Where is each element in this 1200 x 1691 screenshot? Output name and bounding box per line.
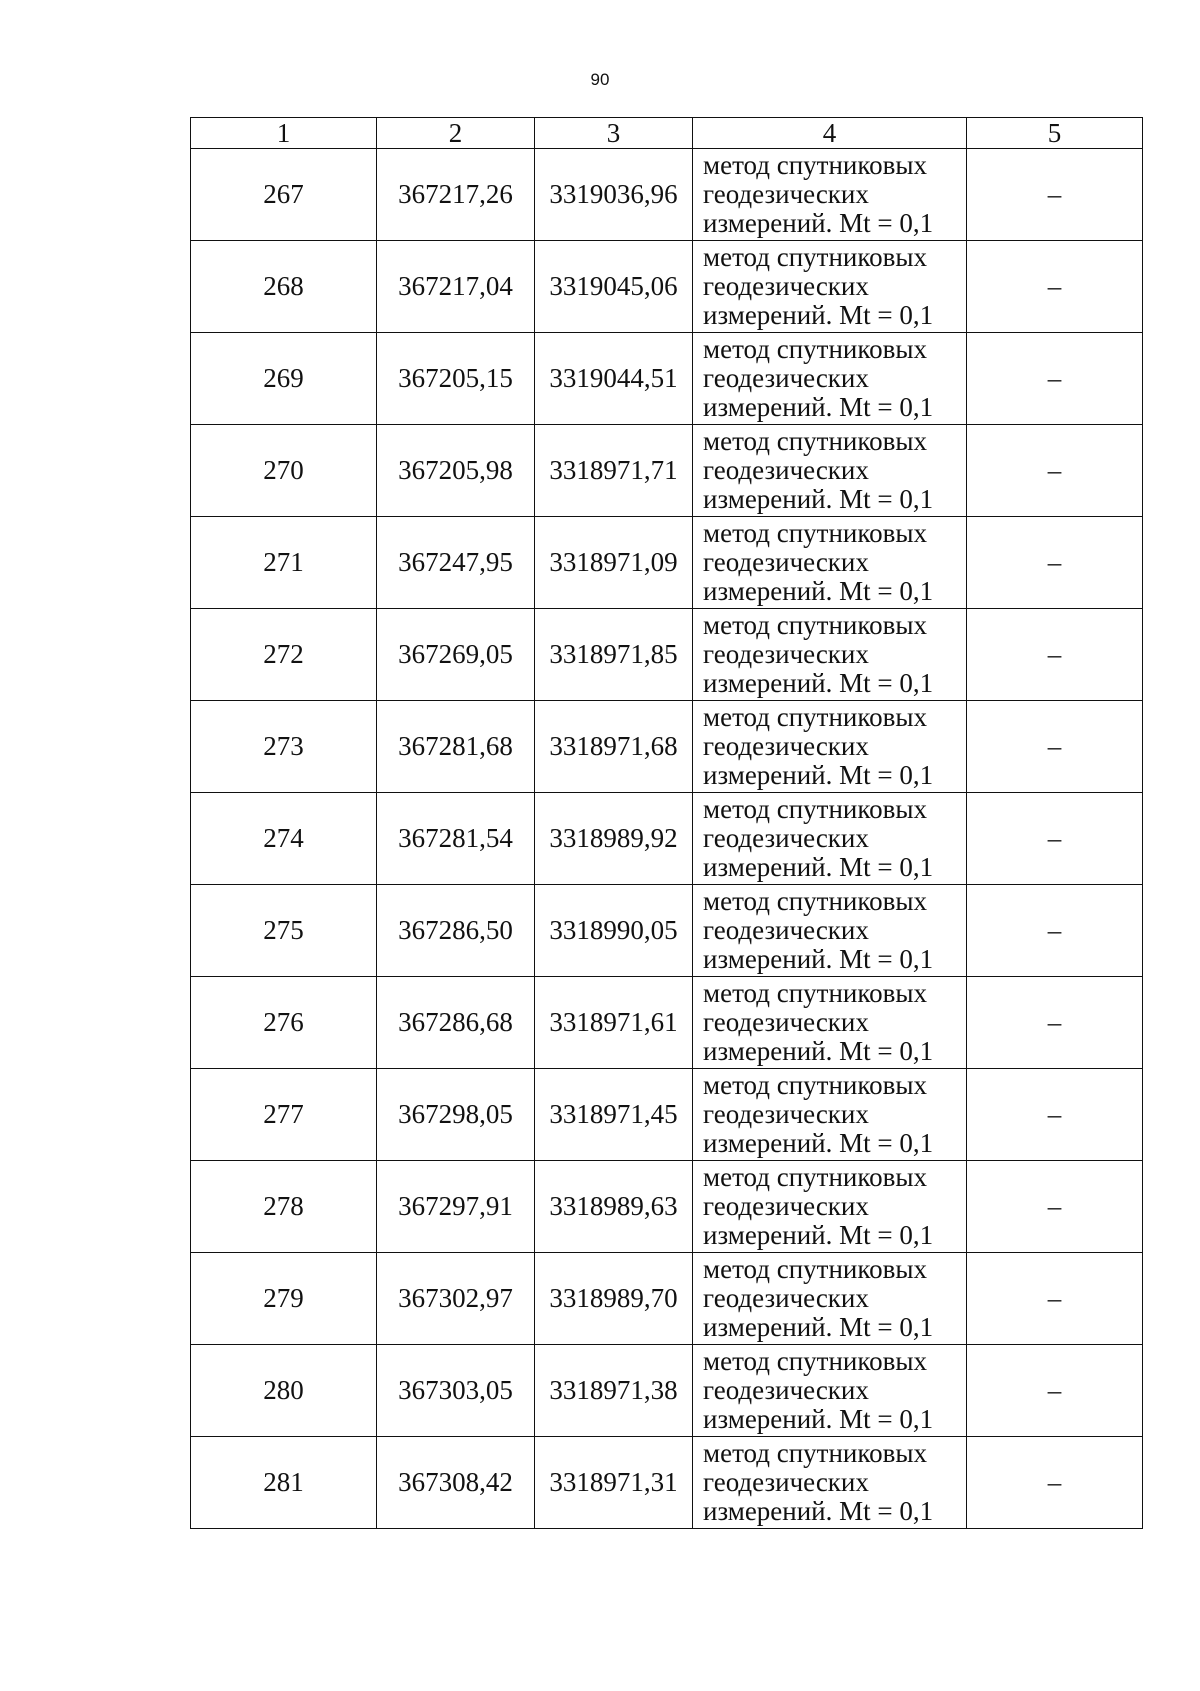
y-coordinate-cell: 3319045,06 <box>535 241 693 333</box>
method-line: геодезических <box>703 915 869 945</box>
table-row <box>191 1161 1143 1253</box>
point-number-cell: 278 <box>191 1161 377 1253</box>
description-cell: – <box>967 701 1143 793</box>
table-row <box>191 1069 1143 1161</box>
x-coordinate-cell: 367281,54 <box>377 793 535 885</box>
description-cell: – <box>967 885 1143 977</box>
description-cell: – <box>967 241 1143 333</box>
method-line: метод спутниковых <box>703 702 927 732</box>
description-cell: – <box>967 1253 1143 1345</box>
method-line: геодезических <box>703 547 869 577</box>
method-cell <box>693 1161 967 1253</box>
y-coordinate-cell: 3318971,61 <box>535 977 693 1069</box>
table-row <box>191 517 1143 609</box>
x-coordinate-cell: 367205,98 <box>377 425 535 517</box>
header-col-4: 4 <box>693 118 967 149</box>
method-line: метод спутниковых <box>703 1254 927 1284</box>
table-row <box>191 425 1143 517</box>
y-coordinate-cell: 3318971,85 <box>535 609 693 701</box>
point-number-cell: 271 <box>191 517 377 609</box>
description-cell: – <box>967 1069 1143 1161</box>
method-line: геодезических <box>703 639 869 669</box>
coordinates-table <box>190 117 1143 1529</box>
method-line: геодезических <box>703 179 869 209</box>
method-line: геодезических <box>703 1191 869 1221</box>
method-cell <box>693 241 967 333</box>
y-coordinate-cell: 3318971,68 <box>535 701 693 793</box>
table-row <box>191 609 1143 701</box>
method-line: измерений. Mt = 0,1 <box>703 760 934 790</box>
method-line: геодезических <box>703 731 869 761</box>
point-number-cell: 275 <box>191 885 377 977</box>
description-cell: – <box>967 425 1143 517</box>
method-line: геодезических <box>703 1007 869 1037</box>
method-cell <box>693 333 967 425</box>
point-number-cell: 268 <box>191 241 377 333</box>
description-cell: – <box>967 977 1143 1069</box>
x-coordinate-cell: 367297,91 <box>377 1161 535 1253</box>
method-line: метод спутниковых <box>703 426 927 456</box>
description-cell: – <box>967 793 1143 885</box>
method-line: геодезических <box>703 1283 869 1313</box>
header-col-1: 1 <box>191 118 377 149</box>
y-coordinate-cell: 3319044,51 <box>535 333 693 425</box>
method-cell <box>693 1253 967 1345</box>
table-row <box>191 149 1143 241</box>
method-line: метод спутниковых <box>703 242 927 272</box>
method-line: измерений. Mt = 0,1 <box>703 576 934 606</box>
method-line: метод спутниковых <box>703 334 927 364</box>
method-line: измерений. Mt = 0,1 <box>703 392 934 422</box>
method-line: измерений. Mt = 0,1 <box>703 1312 934 1342</box>
method-cell <box>693 885 967 977</box>
method-line: измерений. Mt = 0,1 <box>703 1404 934 1434</box>
x-coordinate-cell: 367286,68 <box>377 977 535 1069</box>
page-number: 90 <box>590 70 610 89</box>
method-line: измерений. Mt = 0,1 <box>703 208 934 238</box>
point-number-cell: 270 <box>191 425 377 517</box>
x-coordinate-cell: 367281,68 <box>377 701 535 793</box>
header-col-2: 2 <box>377 118 535 149</box>
table-row <box>191 333 1143 425</box>
table-row <box>191 977 1143 1069</box>
method-cell <box>693 425 967 517</box>
x-coordinate-cell: 367302,97 <box>377 1253 535 1345</box>
method-line: метод спутниковых <box>703 1070 927 1100</box>
table-row <box>191 793 1143 885</box>
method-cell <box>693 1437 967 1529</box>
point-number-cell: 272 <box>191 609 377 701</box>
method-line: метод спутниковых <box>703 886 927 916</box>
point-number-cell: 277 <box>191 1069 377 1161</box>
header-col-3: 3 <box>535 118 693 149</box>
y-coordinate-cell: 3318971,45 <box>535 1069 693 1161</box>
description-cell: – <box>967 609 1143 701</box>
table-row <box>191 1437 1143 1529</box>
table-row <box>191 241 1143 333</box>
x-coordinate-cell: 367269,05 <box>377 609 535 701</box>
x-coordinate-cell: 367298,05 <box>377 1069 535 1161</box>
method-line: измерений. Mt = 0,1 <box>703 1496 934 1526</box>
x-coordinate-cell: 367247,95 <box>377 517 535 609</box>
description-cell: – <box>967 517 1143 609</box>
method-line: геодезических <box>703 1467 869 1497</box>
method-cell <box>693 149 967 241</box>
method-line: метод спутниковых <box>703 978 927 1008</box>
method-line: геодезических <box>703 1375 869 1405</box>
method-line: геодезических <box>703 455 869 485</box>
x-coordinate-cell: 367303,05 <box>377 1345 535 1437</box>
method-line: измерений. Mt = 0,1 <box>703 484 934 514</box>
description-cell: – <box>967 1437 1143 1529</box>
method-cell <box>693 977 967 1069</box>
x-coordinate-cell: 367217,26 <box>377 149 535 241</box>
method-cell <box>693 517 967 609</box>
method-line: геодезических <box>703 271 869 301</box>
description-cell: – <box>967 1161 1143 1253</box>
method-line: метод спутниковых <box>703 1162 927 1192</box>
header-col-5: 5 <box>967 118 1143 149</box>
method-line: геодезических <box>703 823 869 853</box>
method-line: метод спутниковых <box>703 150 927 180</box>
description-cell: – <box>967 149 1143 241</box>
method-cell <box>693 1069 967 1161</box>
method-line: измерений. Mt = 0,1 <box>703 668 934 698</box>
description-cell: – <box>967 1345 1143 1437</box>
table-row <box>191 701 1143 793</box>
method-cell <box>693 701 967 793</box>
x-coordinate-cell: 367286,50 <box>377 885 535 977</box>
point-number-cell: 279 <box>191 1253 377 1345</box>
point-number-cell: 269 <box>191 333 377 425</box>
y-coordinate-cell: 3318989,63 <box>535 1161 693 1253</box>
table-body <box>191 118 1143 1529</box>
method-line: измерений. Mt = 0,1 <box>703 1128 934 1158</box>
method-line: измерений. Mt = 0,1 <box>703 1220 934 1250</box>
point-number-cell: 274 <box>191 793 377 885</box>
method-line: измерений. Mt = 0,1 <box>703 300 934 330</box>
method-cell <box>693 609 967 701</box>
description-cell: – <box>967 333 1143 425</box>
method-line: метод спутниковых <box>703 610 927 640</box>
method-line: измерений. Mt = 0,1 <box>703 852 934 882</box>
header-row <box>191 118 1143 149</box>
table-row <box>191 1253 1143 1345</box>
x-coordinate-cell: 367217,04 <box>377 241 535 333</box>
x-coordinate-cell: 367205,15 <box>377 333 535 425</box>
y-coordinate-cell: 3318989,92 <box>535 793 693 885</box>
y-coordinate-cell: 3318989,70 <box>535 1253 693 1345</box>
point-number-cell: 273 <box>191 701 377 793</box>
y-coordinate-cell: 3319036,96 <box>535 149 693 241</box>
method-line: метод спутниковых <box>703 794 927 824</box>
table-row <box>191 885 1143 977</box>
point-number-cell: 280 <box>191 1345 377 1437</box>
table-row <box>191 1345 1143 1437</box>
method-line: метод спутниковых <box>703 518 927 548</box>
method-cell <box>693 1345 967 1437</box>
x-coordinate-cell: 367308,42 <box>377 1437 535 1529</box>
point-number-cell: 276 <box>191 977 377 1069</box>
method-line: метод спутниковых <box>703 1438 927 1468</box>
y-coordinate-cell: 3318971,31 <box>535 1437 693 1529</box>
method-line: геодезических <box>703 363 869 393</box>
method-line: геодезических <box>703 1099 869 1129</box>
point-number-cell: 281 <box>191 1437 377 1529</box>
method-line: метод спутниковых <box>703 1346 927 1376</box>
method-line: измерений. Mt = 0,1 <box>703 944 934 974</box>
point-number-cell: 267 <box>191 149 377 241</box>
method-line: измерений. Mt = 0,1 <box>703 1036 934 1066</box>
method-cell <box>693 793 967 885</box>
y-coordinate-cell: 3318971,71 <box>535 425 693 517</box>
y-coordinate-cell: 3318990,05 <box>535 885 693 977</box>
y-coordinate-cell: 3318971,09 <box>535 517 693 609</box>
y-coordinate-cell: 3318971,38 <box>535 1345 693 1437</box>
